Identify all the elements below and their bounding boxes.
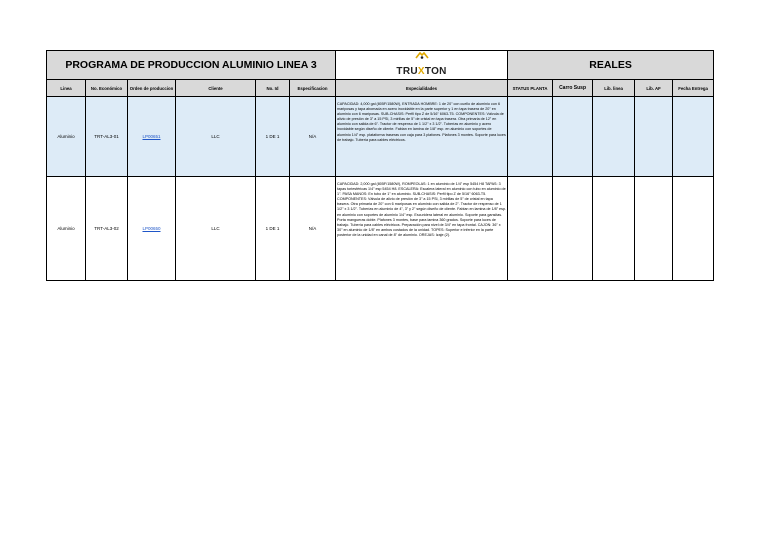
cell-fecha-entrega[interactable] — [673, 97, 714, 177]
cell-lib-af[interactable] — [635, 97, 673, 177]
cell-linea: Aluminio — [47, 177, 86, 281]
orden-link[interactable]: LP00650 — [142, 226, 161, 231]
cell-especialidades: CAPACIDAD: 2,000 gal (805F/1580W), ROMPEOLAS: 1 en aluminio de 1/4" esp 5454 H8 TAPAS: 3 tapas toriesféricas 1/4" esp 5454 H8. ESCALERA: Escalera lateral en aluminio con tubo en aluminio de 1". PASA MANOS: En tubo de 1" en aluminio. SUB-CHASIS: Perfil tipo Z de 5/16" 6063-T5. COMPONENTES: Válvula de alivio de presión de 3" a 15 PSI, 3 mirillas de 5" de cristal en tapa trasera. Otra primaria de 20" con 6 mariposas en aluminio con salida de 2". Tractor de respenso de 1 1/2" x 3 1/2". Tuberías en aluminio de 4", 3" y 2" según diseño de cliente. Fabian en lamina de 1/8" esp. en aluminio con soportes de aluminio 1/4" esp. Escuridera lateral en aluminio. Soporte para gansitas. Porta mangueras doble. Plafones 3 montes, base para lamina 360 grados. Soporte para luces de trabajo. Tubería para cables eléctricos. Preparación para nivel de 3/4" en tapa frontal. CAJON: 36" x 30" en aluminio de 1/8" en ambos costados de la unidad. TOPES: Superior e inferior en la parte posterior de la unidad en canal de 8" de aluminio. OREJAS: Izaje (2). — [336, 177, 508, 281]
reales-title: REALES — [508, 51, 714, 80]
cell-cliente: LLC — [176, 97, 256, 177]
cell-cliente: LLC — [176, 177, 256, 281]
truxton-emblem-icon — [415, 51, 429, 60]
cell-fecha-entrega[interactable] — [673, 177, 714, 281]
header-carro-susp: Carro Susp — [553, 80, 593, 97]
header-status-planta: STATUS PLANTA — [508, 80, 553, 97]
cell-id: 1 DE 1 — [256, 97, 290, 177]
header-fecha-entrega: Fecha Entrega — [673, 80, 714, 97]
table-row — [47, 97, 714, 177]
cell-lib-linea[interactable] — [593, 177, 635, 281]
cell-especialidades: CAPACIDAD: 4,000 gal (805F/1580W), ENTRADA HOMBRE: 1 de 20" con cuello de aluminio con 6 mariposas y tapa abomada en acero inoxidable en la parte superior y 1 en tapa trasera de 20" en aluminio con 6 mariposas. SUB-CHASIS: Perfil tipo Z de 5/16" 6063-T5. COMPONENTES: Válvula de alivio de presión de 3" a 15 PSI, 3 mirillas de 5" de cristal en tapa trasera. Otra primaria de 12" en aluminio con salida de 6". Tractor de respenso de 1 1/2" x 3 1/2". Tuberías en aluminio y acero inoxidable según diseño de cliente. Fabian en lamina de 1/8" esp. en aluminio con soportes de aluminio 1/4" esp. plataforma traseras con caja para 3 plafones. Plafones 3 montes. Soporte para luces de trabajo. Tubería para cables eléctricos. — [336, 97, 508, 177]
header-economico: No. Económico — [86, 80, 128, 97]
cell-linea: Aluminio — [47, 97, 86, 177]
header-row — [47, 80, 714, 97]
header-cliente: Cliente — [176, 80, 256, 97]
truxton-logo — [336, 51, 508, 80]
cell-id: 1 DE 1 — [256, 177, 290, 281]
header-orden: Orden de produccion — [128, 80, 176, 97]
logo-word-right: TON — [424, 66, 447, 77]
header-especialidades: Especialidades — [336, 80, 508, 97]
cell-carro-susp[interactable] — [553, 97, 593, 177]
cell-status-planta[interactable] — [508, 97, 553, 177]
header-especificacion: Especificacion — [290, 80, 336, 97]
orden-link[interactable]: LP00651 — [142, 134, 161, 139]
logo-word-left: TRU — [396, 66, 418, 77]
header-lib-af: Lib. AF — [635, 80, 673, 97]
cell-especificacion: N/A — [290, 97, 336, 177]
production-sheet — [46, 50, 714, 281]
cell-economico: TRT-AL3-02 — [86, 177, 128, 281]
header-linea: Linea — [47, 80, 86, 97]
cell-status-planta[interactable] — [508, 177, 553, 281]
cell-carro-susp[interactable] — [553, 177, 593, 281]
cell-lib-linea[interactable] — [593, 97, 635, 177]
cell-lib-af[interactable] — [635, 177, 673, 281]
program-title: PROGRAMA DE PRODUCCION ALUMINIO LINEA 3 — [47, 51, 336, 80]
logo-word-x: X — [417, 66, 425, 77]
header-id: No. Id — [256, 80, 290, 97]
table-row — [47, 177, 714, 281]
cell-economico: TRT-AL3-01 — [86, 97, 128, 177]
header-lib-linea: Lib. linea — [593, 80, 635, 97]
cell-especificacion: N/A — [290, 177, 336, 281]
